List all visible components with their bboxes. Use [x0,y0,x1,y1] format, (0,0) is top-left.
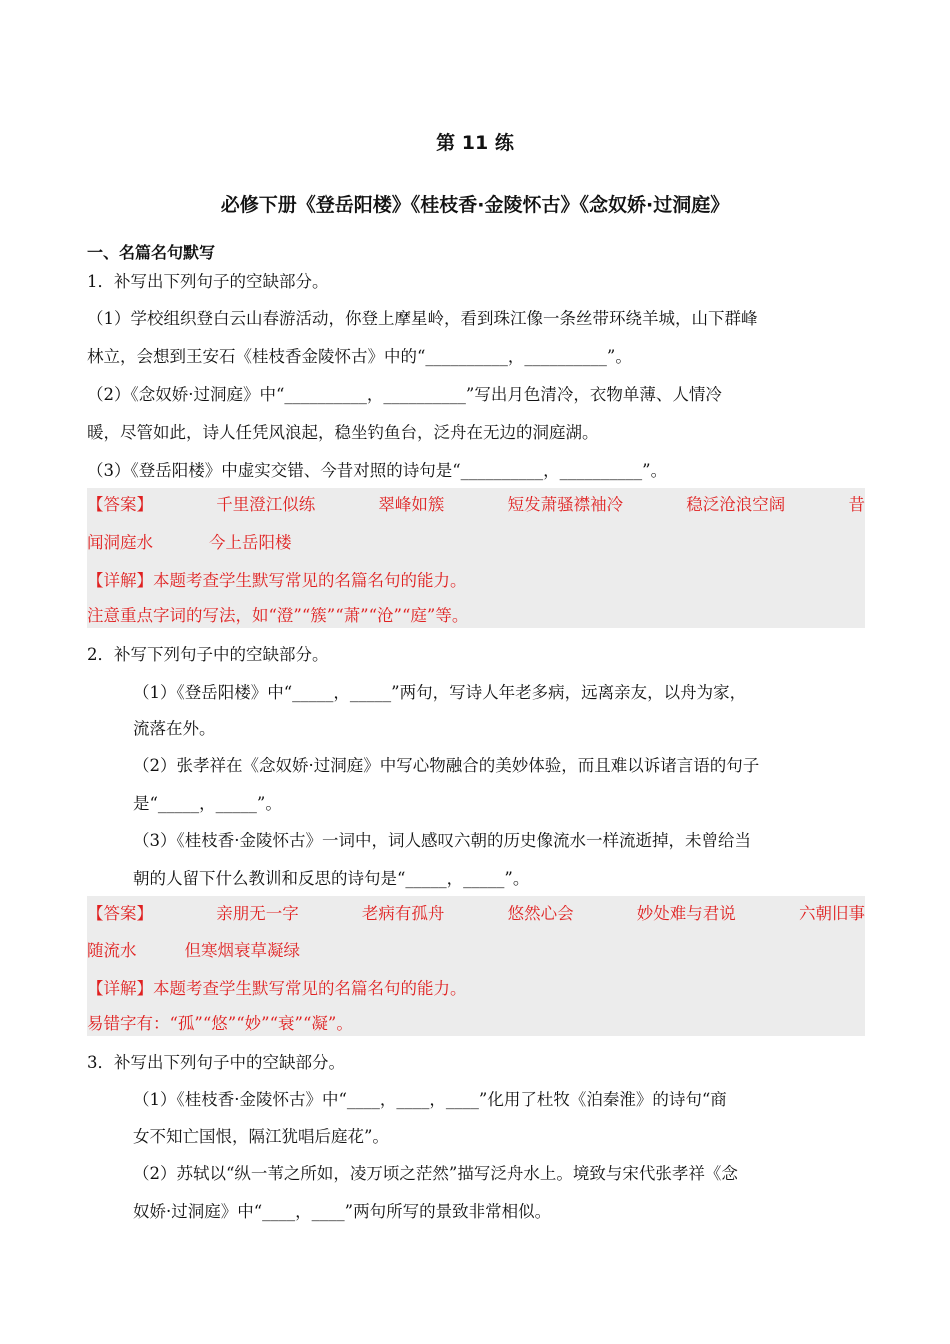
answer-item: 六朝旧事 [798,904,865,923]
q1-note: 注意重点字词的写法，如“澄”“簇”“萧”“沧”“庭”等。 [87,606,469,625]
q3-stem: 3．补写出下列句子中的空缺部分。 [87,1053,345,1072]
detail-label: 【详解】 [87,571,153,590]
q2-part1-line1: （1）《登岳阳楼》中“_____，_____”两句，写诗人年老多病，远离亲友，以舟为家， [133,683,747,702]
answer-label: 【答案】 [87,904,153,923]
answer-item: 短发萧骚襟袖冷 [507,495,624,514]
answer-label: 【答案】 [87,495,153,514]
q1-part2-line2: 暖，尽管如此，诗人任凭风浪起，稳坐钓鱼台，泛舟在无边的洞庭湖。 [87,423,599,442]
answer-item: 今上岳阳楼 [209,533,292,552]
q3-part1-line2: 女不知亡国恨，隔江犹唱后庭花”。 [133,1127,389,1146]
q2-part3-line2: 朝的人留下什么教训和反思的诗句是“_____，_____”。 [133,869,530,888]
answer-item: 亲朋无一字 [216,904,299,923]
lesson-subtitle: 必修下册《登岳阳楼》《桂枝香·金陵怀古》《念奴娇·过洞庭》 [220,194,730,216]
q2-stem: 2．补写下列句子中的空缺部分。 [87,645,329,664]
q1-stem: 1．补写出下列句子的空缺部分。 [87,272,329,291]
answer-item: 千里澄江似练 [216,495,316,514]
q2-part1-line2: 流落在外。 [133,719,216,738]
answer-item: 妙处难与君说 [636,904,736,923]
q1-part1-line2: 林立，会想到王安石《桂枝香金陵怀古》中的“__________，__________”。 [87,347,632,366]
answer-item: 稳泛沧浪空阔 [686,495,786,514]
q3-part2-line2: 奴娇·过洞庭》中“____，____”两句所写的景致非常相似。 [133,1202,552,1221]
answer-item: 翠峰如簇 [378,495,445,514]
detail-text: 本题考查学生默写常见的名篇名句的能力。 [153,979,467,998]
q2-part2-line2: 是“_____，_____”。 [133,794,282,813]
answer-item: 但寒烟衰草凝绿 [184,941,300,960]
q2-answer-row1 [87,903,865,925]
detail-text: 本题考查学生默写常见的名篇名句的能力。 [153,571,467,590]
q3-part2-line1: （2）苏轼以“纵一苇之所如，凌万顷之茫然”描写泛舟水上。境致与宋代张孝祥《念 [133,1164,738,1183]
answer-item: 悠然心会 [507,904,574,923]
q3-part1-line1: （1）《桂枝香·金陵怀古》中“____，____，____”化用了杜牧《泊秦淮》的诗句“商 [133,1090,727,1109]
q1-part3: （3）《登岳阳楼》中虚实交错、今昔对照的诗句是“__________，__________”。 [87,461,668,480]
q2-detail [87,978,865,1000]
q1-answer-row2 [87,532,865,554]
q1-detail [87,570,865,592]
lesson-title: 第 11 练 [436,132,514,154]
answer-item: 随流水 [87,941,137,960]
detail-label: 【详解】 [87,979,153,998]
q1-answer-row1 [87,494,865,516]
q1-part2-line1: （2）《念奴娇·过洞庭》中“__________，__________”写出月色清冷，衣物单薄、人情冷 [87,385,722,404]
q2-part3-line1: （3）《桂枝香·金陵怀古》一词中，词人感叹六朝的历史像流水一样流逝掉，未曾给当 [133,831,751,850]
section-heading: 一、名篇名句默写 [87,243,216,262]
q1-answer-box [87,488,865,628]
q1-part1-line1: （1）学校组织登白云山春游活动，你登上摩星岭，看到珠江像一条丝带环绕羊城，山下群峰 [87,309,758,328]
answer-item: 昔 [848,495,865,514]
q2-note: 易错字有：“孤”“悠”“妙”“衰”“凝”。 [87,1014,353,1033]
answer-item: 闻洞庭水 [87,533,153,552]
q2-answer-row2 [87,940,865,962]
q2-part2-line1: （2）张孝祥在《念奴娇·过洞庭》中写心物融合的美妙体验，而且难以诉诸言语的句子 [133,756,760,775]
q2-answer-box [87,896,865,1036]
answer-item: 老病有孤舟 [361,904,445,923]
